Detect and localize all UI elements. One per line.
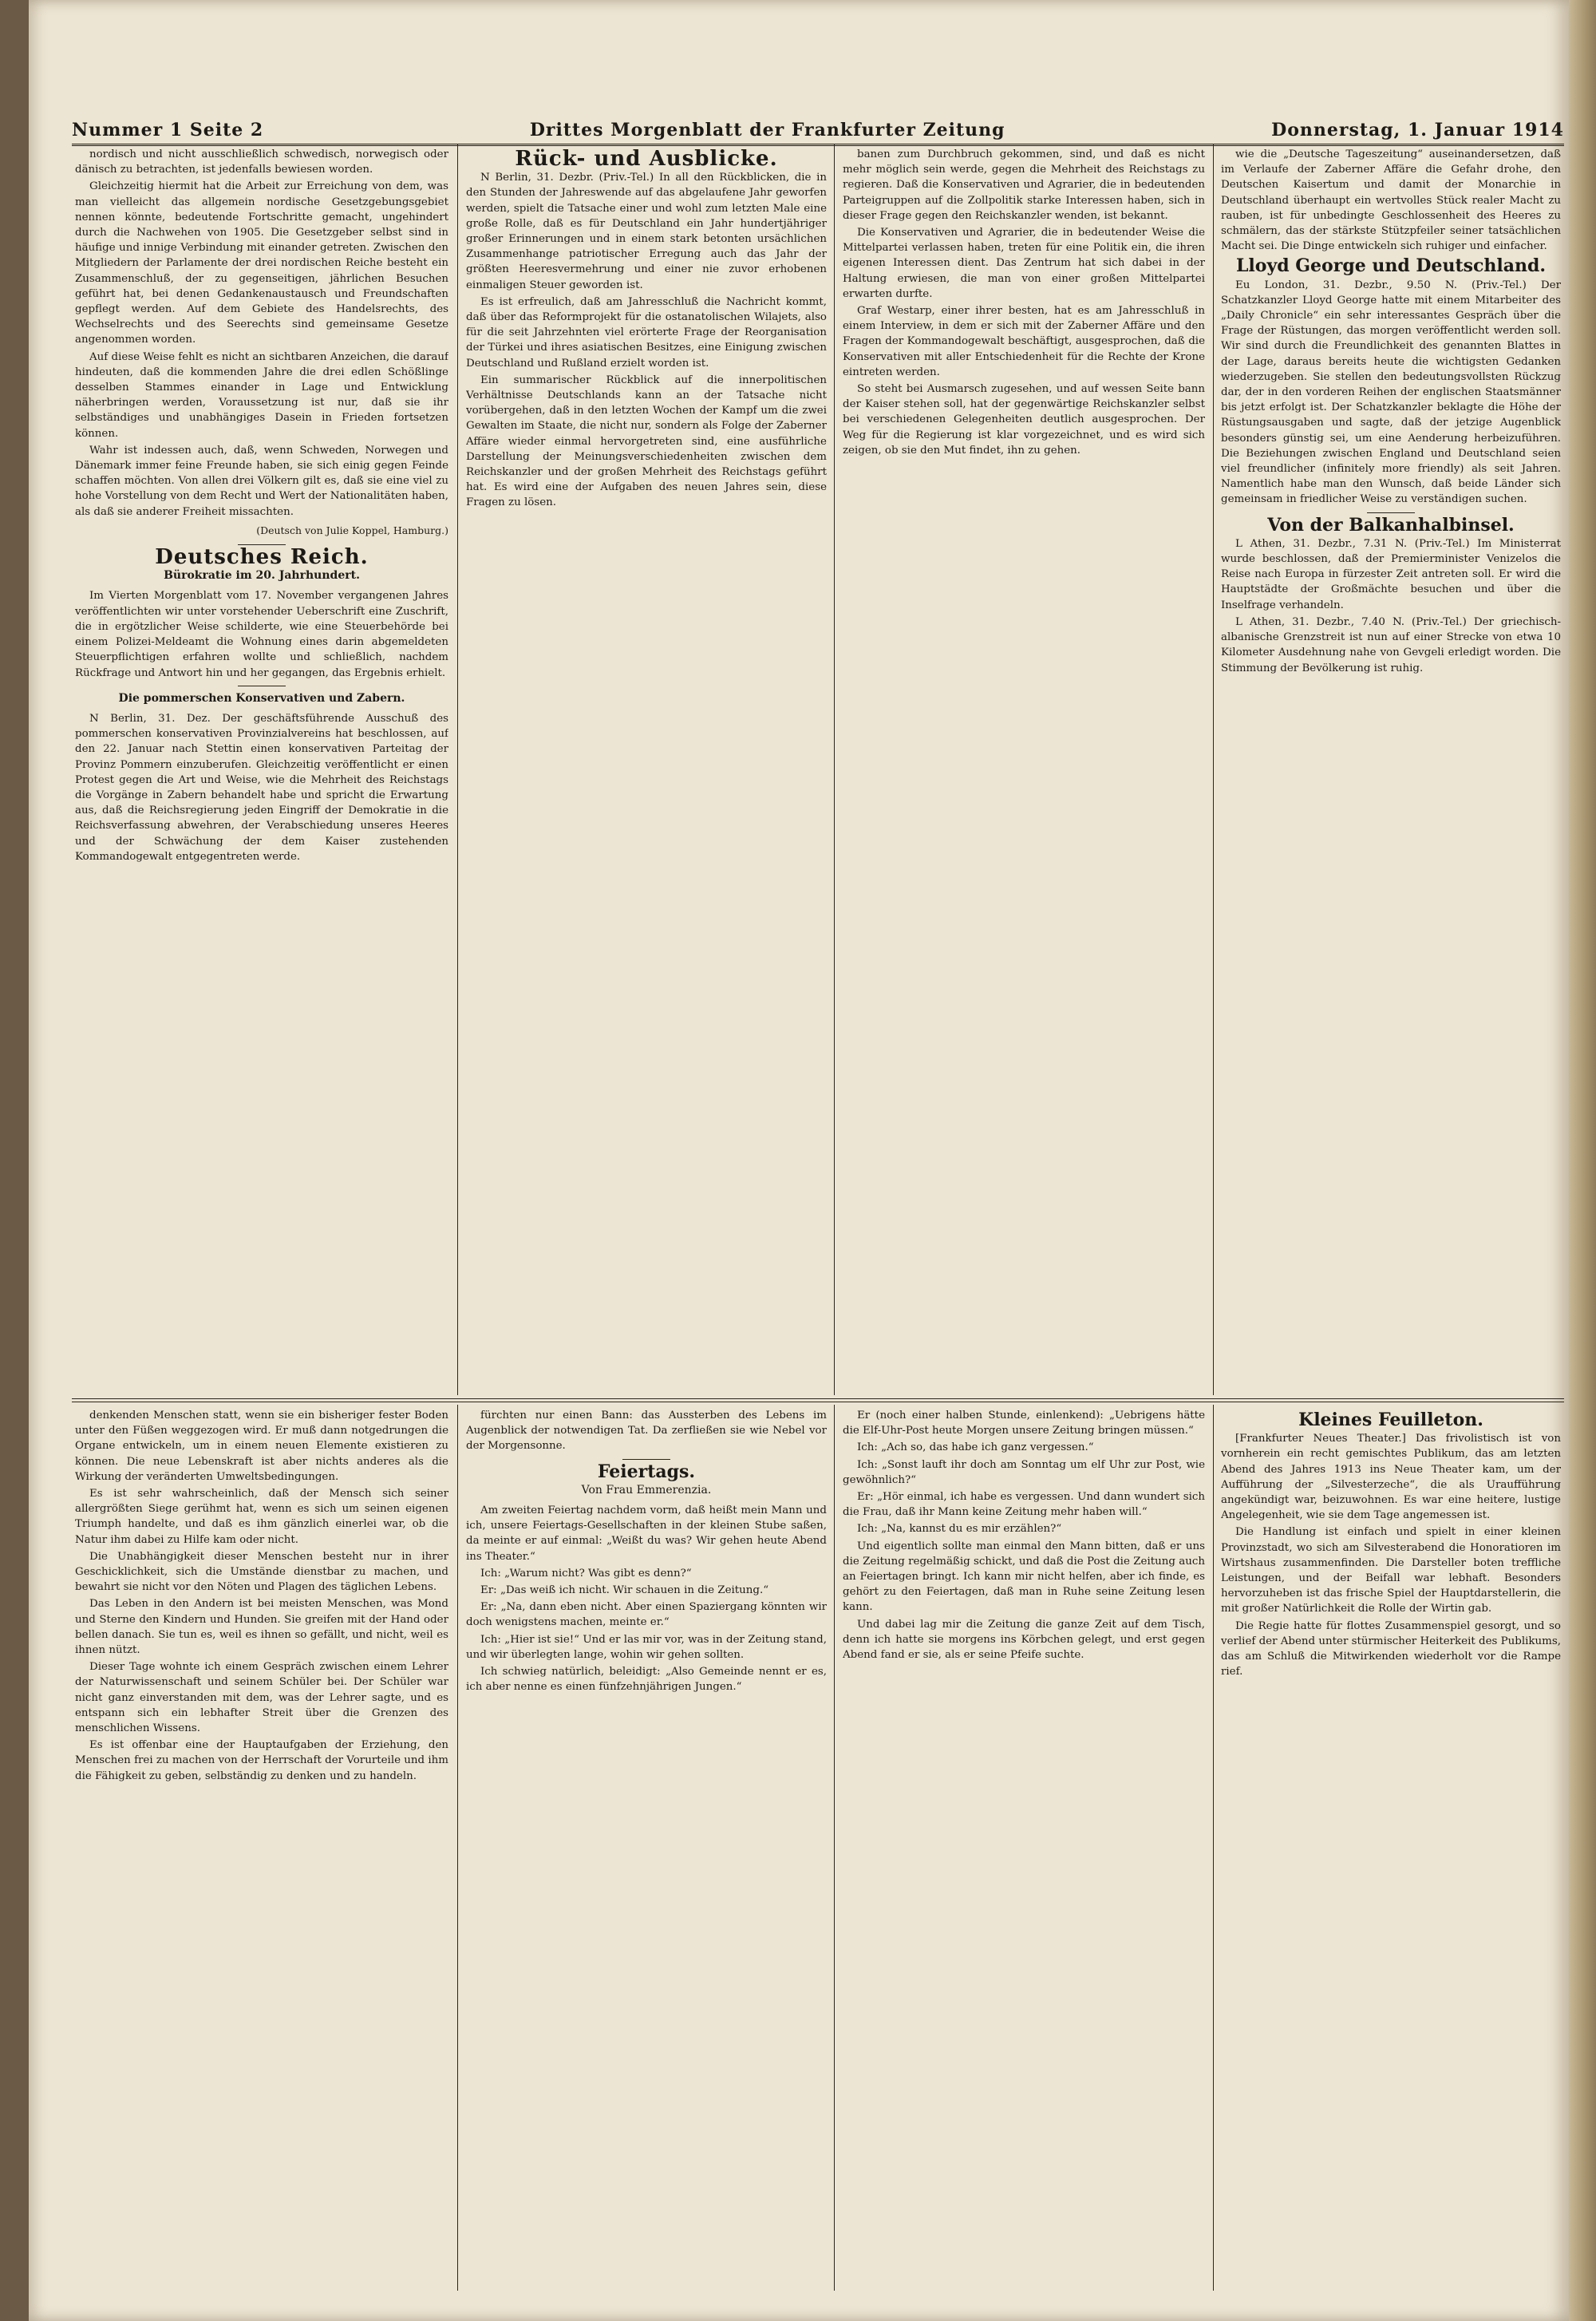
article-paragraph: wie die „Deutsche Tageszeitung“ auseinandersetzen, daß im Verlaufe der Zaberner Affäre die Gefahr drohe, den Deutschen Kaisertum und damit der Monarchie in Deutschland überhaupt ein wertvolles Stück realer Macht zu rauben, ist für unbedingte Geschlossenheit des Heeres zu schmälern, das der stärkste Stützpfeiler seiner tatsächlichen Macht sei. Die Dinge entwickeln sich ruhiger und einfacher.	[1221, 148, 1561, 253]
column-divider	[834, 144, 835, 1395]
column-divider	[457, 1405, 458, 2291]
feuilleton-paragraph: [Frankfurter Neues Theater.] Das frivolistisch ist von vornherein ein recht gemischtes Publikum, das am letzten Abend des Jahres 1913 ins Neue Theater kam, um der Aufführung der „Silvesterzeche“, die als Uraufführung angekündigt war, beizuwohnen. Es war eine heitere, lustige Angelegenheit, wie sie dem Tage angemessen ist.	[1221, 1433, 1561, 1522]
feuilleton-headline: Kleines Feuilleton.	[1298, 1410, 1483, 1430]
feuilleton-paragraph: Am zweiten Feiertag nachdem vorm, daß heißt mein Mann und ich, unsere Feiertags-Gesellschaften in der kleinen Stube saßen, da meinte er auf einmal: „Weißt du was? Wir gehen heute Abend ins Theater.“	[466, 1504, 827, 1563]
feuilleton-paragraph: Ich: „Hier ist sie!“ Und er las mir vor, was in der Zeitung stand, und wir überlegten lange, wohin wir gehen sollten.	[466, 1633, 827, 1661]
article-headline: Rück- und Ausblicke.	[515, 147, 778, 171]
feuilleton-paragraph: Ich: „Na, kannst du es mir erzählen?“	[857, 1523, 1062, 1536]
feuilleton-paragraph: Er (noch einer halben Stunde, einlenkend): „Uebrigens hätte die Elf-Uhr-Post heute Morgen unsere Zeitung bringen müssen.“	[843, 1410, 1205, 1437]
feuilleton-headline: Feiertags.	[597, 1461, 696, 1482]
column-2	[466, 147, 827, 1394]
feuilleton-paragraph: Die Handlung ist einfach und spielt in einer kleinen Provinzstadt, wo sich am Silvesterabend die Honoratioren im Wirtshaus zusammenfinden. Die Darsteller boten treffliche Leistungen, und der Beifall war lebhaft. Besonders hervorzuheben ist das frische Spiel der Hauptdarstellerin, die mit großer Natürlichkeit die Rolle der Wirtin gab.	[1221, 1526, 1561, 1615]
article-paragraph: nordisch und nicht ausschließlich schwedisch, norwegisch oder dänisch zu betrachten, ist jedenfalls bewiesen worden.	[75, 148, 448, 176]
article-headline: Lloyd George und Deutschland.	[1235, 255, 1547, 277]
feuilleton-paragraph: Und dabei lag mir die Zeitung die ganze Zeit auf dem Tisch, denn ich hatte sie morgens ins Körbchen gelegt, und erst gegen Abend fand er sie, als er seine Pfeife suchte.	[843, 1618, 1205, 1662]
article-paragraph: Auf diese Weise fehlt es nicht an sichtbaren Anzeichen, die darauf hindeuten, daß die kommenden Jahre die drei edlen Schößlinge desselben Stammes einander in Lage und Entwicklung näherbringen werden, Voraussetzung ist nur, daß sie ihr selbständiges und unabhängiges Dasein in Frieden fortsetzen können.	[75, 350, 448, 440]
article-paragraph: Graf Westarp, einer ihrer besten, hat es am Jahresschluß in einem Interview, in dem er sich mit der Zaberner Affäre und den Fragen der Kommandogewalt beschäftigt, ausgesprochen, daß die Konservativen mit aller Entschiedenheit für die Rechte der Krone eintreten werden.	[843, 305, 1205, 378]
article-subheadline: Bürokratie im 20. Jahrhundert.	[164, 569, 360, 583]
feuilleton-column-2	[466, 1408, 827, 2289]
article-credit: (Deutsch von Julie Koppel, Hamburg.)	[256, 524, 448, 536]
feuilleton-paragraph: Es ist offenbar eine der Hauptaufgaben der Erziehung, den Menschen frei zu machen von der Herrschaft der Vorurteile und ihm die Fähigkeit zu geben, selbständig zu denken und zu handeln.	[75, 1739, 448, 1782]
article-paragraph: Es ist erfreulich, daß am Jahresschluß die Nachricht kommt, daß über das Reformprojekt für die ostanatolischen Wilajets, also für die seit Jahrzehnten viel erörterte Frage der Reorganisation der Türkei und ihres asiatischen Besitzes, eine Einigung zwischen Deutschland und Rußland erzielt worden ist.	[466, 295, 827, 370]
feuilleton-paragraph: Er: „Das weiß ich nicht. Wir schauen in die Zeitung.“	[480, 1584, 769, 1597]
divider	[1367, 512, 1415, 513]
feuilleton-paragraph: Ich: „Warum nicht? Was gibt es denn?“	[480, 1567, 692, 1580]
section-headline: Deutsches Reich.	[155, 545, 369, 570]
feuilleton-paragraph: Er: „Hör einmal, ich habe es vergessen. Und dann wundert sich die Frau, daß ihr Mann keine Zeitung mehr haben will.“	[843, 1491, 1205, 1519]
feuilleton-paragraph: Ich schwieg natürlich, beleidigt: „Also Gemeinde nennt er es, ich aber nenne es einen fünfzehnjährigen Jungen.“	[466, 1666, 827, 1694]
column-3	[843, 147, 1205, 1394]
feuilleton-paragraph: fürchten nur einen Bann: das Aussterben des Lebens im Augenblick der notwendigen Tat. Da zerfließen sie wie Nebel vor der Morgensonne.	[466, 1410, 827, 1453]
article-paragraph: L Athen, 31. Dezbr., 7.31 N. (Priv.-Tel.) Im Ministerrat wurde beschlossen, daß der Premierminister Venizelos die Reise nach Europa in fürzester Zeit antreten soll. Er wird die Hauptstädte der Großmächte besuchen und über die Inselfrage verhandeln.	[1221, 537, 1561, 611]
feuilleton-paragraph: Er: „Na, dann eben nicht. Aber einen Spaziergang könnten wir doch wenigstens machen, meinte er.“	[466, 1601, 827, 1629]
feuilleton-column-1	[75, 1408, 448, 2289]
column-divider	[1213, 1405, 1214, 2291]
article-paragraph: Eu London, 31. Dezbr., 9.50 N. (Priv.-Tel.) Der Schatzkanzler Lloyd George hatte mit einem Mitarbeiter des „Daily Chronicle“ ein sehr interessantes Gespräch über die Frage der Rüstungen, das morgen veröffentlicht werden soll. Wir sind durch die Freundlichkeit des genannten Blattes in der Lage, daraus bereits heute die wichtigsten Gedanken wiederzugeben. Sie stellen den bedeutungsvollsten Rückzug dar, der in den vorderen Reihen der englischen Staatsmänner bis jetzt erfolgt ist. Der Schatzkanzler beklagte die Höhe der Rüstungsausgaben und sagte, daß der jetzige Augenblick besonders günstig sei, um eine Aenderung herbeizuführen. Die Beziehungen zwischen England und Deutschland seien viel freundlicher (infinitely more friendly) als seit Jahren. Namentlich habe man den Wunsch, daß beide Länder sich gemeinsam in friedlicher Weise zu verständigen suchen.	[1221, 279, 1561, 506]
column-divider	[457, 144, 458, 1395]
column-1	[75, 147, 448, 1394]
feuilleton-paragraph: Die Regie hatte für flottes Zusammenspiel gesorgt, und so verlief der Abend unter stürmischer Heiterkeit des Publikums, das am Schluß die Mitwirkenden wiederholt vor die Rampe rief.	[1221, 1619, 1561, 1678]
feuilleton-byline: Von Frau Emmerenzia.	[581, 1483, 712, 1497]
article-paragraph: N Berlin, 31. Dezbr. (Priv.-Tel.) In all den Rückblicken, die in den Stunden der Jahreswende auf das abgelaufene Jahr geworfen werden, spielt die Tatsache einer und wohl zum letzten Male eine große Rolle, daß es für Deutschland ein Jahr hundertjähriger großer Erinnerungen und in einem stark betonten ursächlichen Zusammenhange patriotischer Erregung auch das Jahr der größten Heeresvermehrung und einer nie zuvor erhobenen einmaligen Steuer geworden ist.	[466, 172, 827, 291]
page-edge	[1569, 0, 1596, 2321]
feuilleton-paragraph: Es ist sehr wahrscheinlich, daß der Mensch sich seiner allergrößten Siege gerühmt hat, wenn es sich um seinen eigenen Triumph handelte, und daß es ihm gänzlich einerlei war, ob die Natur ihm dabei zu Hilfe kam oder nicht.	[75, 1488, 448, 1546]
column-4	[1221, 147, 1561, 1394]
article-paragraph: So steht bei Ausmarsch zugesehen, und auf wessen Seite bann der Kaiser stehen soll, hat der gegenwärtige Reichskanzler selbst bei verschiedenen Gelegenheiten deutlich ausgesprochen. Der Weg für die Regierung ist klar vorgezeichnet, und es wird sich zeigen, ob sie den Mut findet, ihn zu gehen.	[843, 383, 1205, 457]
article-paragraph: Gleichzeitig hiermit hat die Arbeit zur Erreichung von dem, was man vielleicht das allgemein nordische Gesetzgebungsgebiet nennen könnte, bedeutende Fortschritte gemacht, ungehindert durch die Nachwehen von 1905. Die Gesetzgeber selbst sind in häufige und innige Verbindung mit einander getreten. Zwischen den Mitgliedern der Parlamente der drei nordischen Reiche besteht ein Zusammenschluß, der zu gegenseitigen, jährlichen Besuchen geführt hat, bei denen Gedankenaustausch und Freundschaften gepflegt werden. Auf dem Gebiete des Handelsrechts, des Wechselrechts und des Seerechts sind gemeinsame Gesetze angenommen worden.	[75, 180, 448, 346]
issue-date: Donnerstag, 1. Januar 1914	[1271, 120, 1564, 140]
section-divider	[72, 1398, 1564, 1402]
feuilleton-paragraph: Die Unabhängigkeit dieser Menschen besteht nur in ihrer Geschicklichkeit, sich die Umstände dienstbar zu machen, und bewahrt sie nicht vor den Nöten und Plagen des täglichen Lebens.	[75, 1550, 448, 1594]
feuilleton-paragraph: Und eigentlich sollte man einmal den Mann bitten, daß er uns die Zeitung regelmäßig schickt, und daß die Post die Zeitung auch an Feiertagen bringt. Ich kann mir nicht helfen, aber ich finde, es gehört zu den Feiertagen, daß man in Ruhe seine Zeitung lesen kann.	[843, 1540, 1205, 1614]
feuilleton-paragraph: Das Leben in den Andern ist bei meisten Menschen, was Mond und Sterne den Kindern und Hunden. Sie greifen mit der Hand oder bellen danach. Sie tun es, weil es ihnen so gefällt, und nicht, weil es ihnen nützt.	[75, 1598, 448, 1657]
feuilleton-column-4	[1221, 1408, 1561, 2289]
article-paragraph: Im Vierten Morgenblatt vom 17. November vergangenen Jahres veröffentlichten wir unter vorstehender Ueberschrift eine Zuschrift, die in ergötzlicher Weise schilderte, wie eine Steuerbehörde bei einem Polizei-Meldeamt die Wohnung eines darin abgemeldeten Steuerpflichtigen erfahren wollte und schließlich, nachdem Rückfrage und Antwort hin und her gegangen, das Ergebnis erhielt.	[75, 590, 448, 679]
article-paragraph: L Athen, 31. Dezbr., 7.40 N. (Priv.-Tel.) Der griechisch-albanische Grenzstreit ist nun auf einer Strecke von etwa 10 Kilometer Ausdehnung nahe von Gevgeli erledigt worden. Die Stimmung der Bevölkerung ist ruhig.	[1221, 615, 1561, 674]
masthead-title: Drittes Morgenblatt der Frankfurter Zeitung	[529, 120, 1005, 140]
divider	[622, 1459, 670, 1460]
article-subheadline: Die pommerschen Konservativen und Zabern.	[118, 691, 405, 705]
page-header	[72, 112, 1564, 146]
article-paragraph: banen zum Durchbruch gekommen, sind, und daß es nicht mehr möglich sein werde, gegen die Mehrheit des Reichstags zu regieren. Daß die Konservativen und Agrarier, die in bedeutenden Parteigruppen auf die Zollpolitik starke Interessen haben, sich in dieser Frage gegen den Reichskanzler wenden, ist bekannt.	[843, 148, 1205, 222]
feuilleton-paragraph: Ich: „Ach so, das habe ich ganz vergessen.“	[857, 1441, 1094, 1454]
article-paragraph: Ein summarischer Rückblick auf die innerpolitischen Verhältnisse Deutschlands kann an der Tatsache nicht vorübergehen, daß in den letzten Wochen der Kampf um die zwei Gewalten im Staate, die nicht nur, sondern als Folge der Zaberner Affäre wieder einmal hervorgetreten sind, eine ausführliche Darstellung der Meinungsverschiedenheiten zwischen dem Reichskanzler und der großen Mehrheit des Reichstags geführt hat. Es wird eine der Aufgaben des neuen Jahres sein, diese Fragen zu lösen.	[466, 374, 827, 509]
article-paragraph: Wahr ist indessen auch, daß, wenn Schweden, Norwegen und Dänemark immer feine Freunde haben, sie sich einig gegen Feinde schaffen möchten. Von allen drei Völkern gilt es, daß sie eine viel zu hohe Vorstellung von dem Recht und Wert der Nationalitäten haben, als daß sie anderer Freiheit missachten.	[75, 444, 448, 518]
article-paragraph: N Berlin, 31. Dez. Der geschäftsführende Ausschuß des pommerschen konservativen Provinzialvereins hat beschlossen, auf den 22. Januar nach Stettin einen konservativen Parteitag der Provinz Pommern einzuberufen. Gleichzeitig veröffentlicht er einen Protest gegen die Art und Weise, wie die Mehrheit des Reichstags die Vorgänge in Zabern behandelt habe und spricht die Erwartung aus, daß die Reichsregierung jeden Eingriff der Demokratie in die Reichsverfassung abwehren, der Verabschiedung unseres Heeres und der Schwächung der dem Kaiser zustehenden Kommandogewalt entgegentreten werde.	[75, 712, 448, 863]
page-number: Nummer 1 Seite 2	[72, 120, 264, 140]
feuilleton-paragraph: Dieser Tage wohnte ich einem Gespräch zwischen einem Lehrer der Naturwissenschaft und seinem Schüler bei. Der Schüler war nicht ganz einverstanden mit dem, was der Lehrer sagte, und es entspann sich ein lebhafter Streit über die Grenzen des menschlichen Wissens.	[75, 1661, 448, 1735]
feuilleton-paragraph: Ich: „Sonst lauft ihr doch am Sonntag um elf Uhr zur Post, wie gewöhnlich?“	[843, 1458, 1205, 1486]
feuilleton-column-3	[843, 1408, 1205, 2289]
feuilleton-paragraph: denkenden Menschen statt, wenn sie ein bisheriger fester Boden unter den Füßen weggezogen wird. Er muß dann notgedrungen die Organe entwickeln, um in einem neuen Elemente existieren zu können. Die neue Lebenskraft ist aber nichts anderes als die Wirkung der veränderten Umweltsbedingungen.	[75, 1410, 448, 1483]
column-divider	[834, 1405, 835, 2291]
article-headline: Von der Balkanhalbinsel.	[1267, 514, 1515, 536]
article-paragraph: Die Konservativen und Agrarier, die in bedeutender Weise die Mittelpartei verlassen haben, treten für eine Politik ein, die ihren eigenen Interessen dient. Das Zentrum hat sich dabei in der Haltung erwiesen, die man von einer großen Mittelpartei erwarten durfte.	[843, 227, 1205, 300]
column-divider	[1213, 144, 1214, 1395]
